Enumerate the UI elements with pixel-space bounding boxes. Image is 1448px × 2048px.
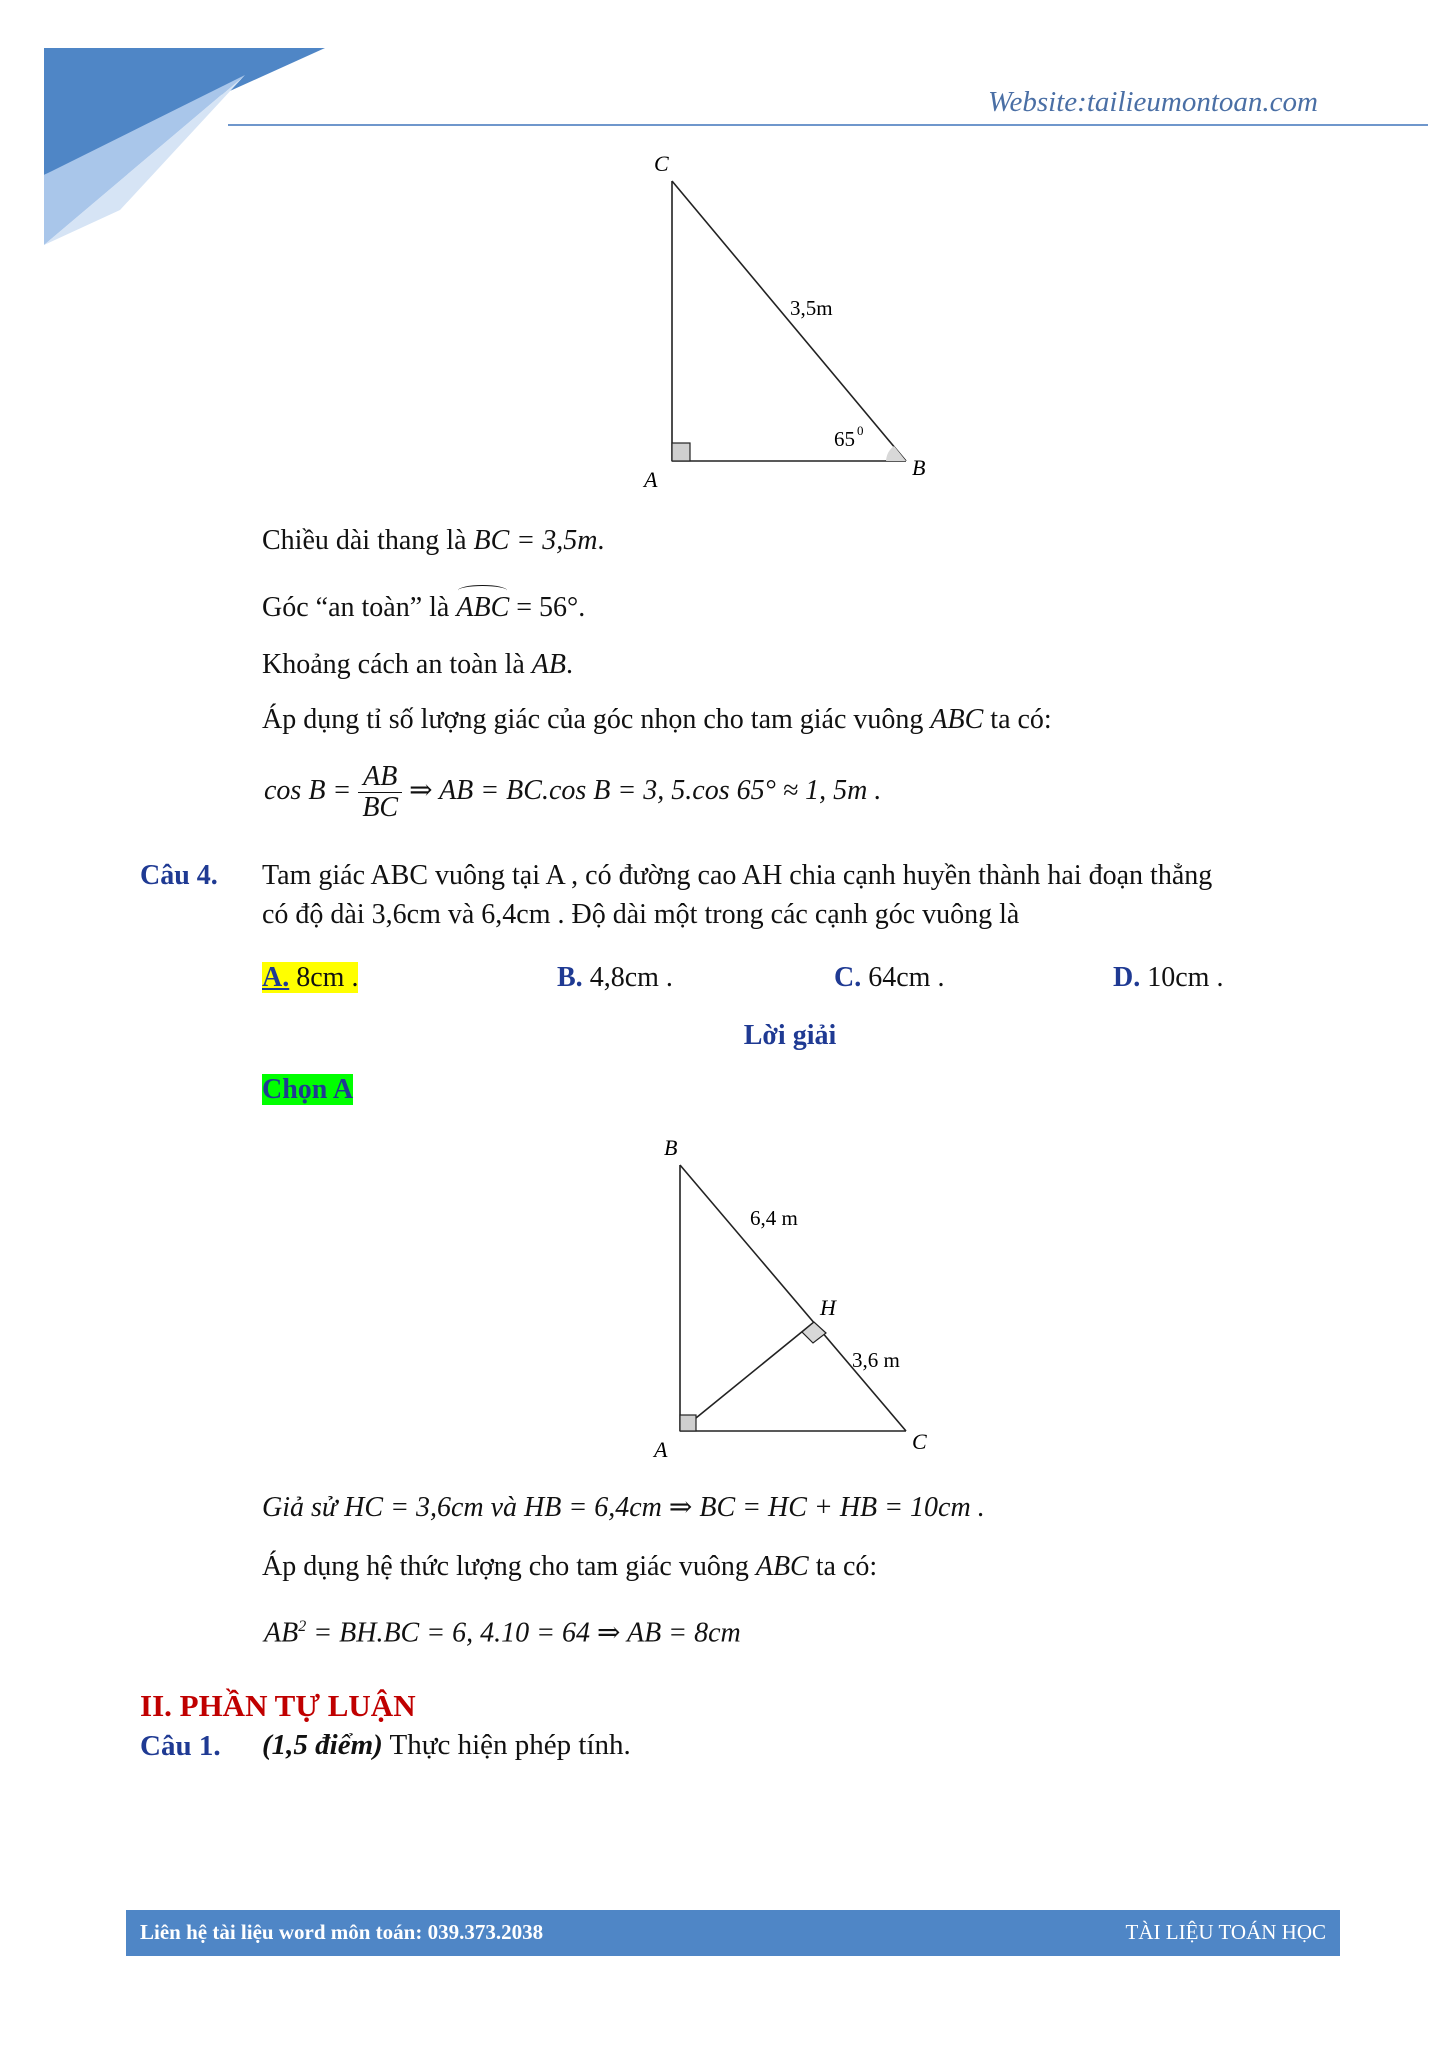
website-url[interactable]: Website:tailieumontoan.com bbox=[988, 86, 1318, 118]
question-4-line-2: có độ dài 3,6cm và 6,4cm . Độ dài một trong các cạnh góc vuông là bbox=[262, 899, 1020, 930]
triangle-figure-2 bbox=[640, 1135, 940, 1465]
safe-angle-line: Góc “an toàn” là ABC = 56°. bbox=[262, 592, 586, 623]
cos-formula: cos B = $\frac{AB}{BC}$ ⇒ AB = BC.cos B = 3, 5.cos 65° ≈ 1, 5m . bbox=[264, 761, 882, 823]
option-a[interactable]: A. 8cm . bbox=[262, 962, 359, 993]
angle-degree: 0 bbox=[857, 423, 864, 438]
question-4-line-1: Tam giác ABC vuông tại A , có đường cao AH chia cạnh huyền thành hai đoạn thẳng bbox=[262, 860, 1213, 891]
footer-bar bbox=[126, 1910, 1340, 1956]
hypotenuse-label: 3,5m bbox=[790, 296, 833, 320]
option-c[interactable]: C. 64cm . bbox=[834, 962, 945, 993]
apply-ratio-line: Áp dụng tỉ số lượng giác của góc nhọn cho tam giác vuông ABC ta có: bbox=[262, 704, 1052, 735]
question-4-label: Câu 4. bbox=[140, 860, 218, 891]
label-b: B bbox=[912, 455, 926, 480]
chosen-answer: Chọn A bbox=[262, 1074, 354, 1105]
question-1-text: (1,5 điểm) Thực hiện phép tính. bbox=[262, 1729, 631, 1761]
safe-distance-line: Khoảng cách an toàn là AB. bbox=[262, 649, 573, 680]
assume-line: Giả sử HC = 3,6cm và HB = 6,4cm ⇒ BC = HC + HB = 10cm . bbox=[262, 1492, 985, 1523]
footer-contact: Liên hệ tài liệu word môn toán: 039.373.2038 bbox=[140, 1920, 544, 1944]
hb-label: 6,4 m bbox=[750, 1206, 798, 1230]
option-b[interactable]: B. 4,8cm . bbox=[557, 962, 673, 993]
solution-title: Lời giải bbox=[743, 1020, 837, 1051]
label-h: H bbox=[820, 1295, 836, 1320]
label-a: A bbox=[644, 467, 658, 492]
label-c: C bbox=[912, 1429, 927, 1454]
label-b: B bbox=[664, 1135, 678, 1160]
ab-formula: $AB^2 = BH.BC = 6$, 4.10 = 64 ⇒ AB = 8cm bbox=[264, 1617, 741, 1649]
hc-label: 3,6 m bbox=[852, 1348, 900, 1372]
header-rule bbox=[228, 124, 1428, 126]
question-1-label: Câu 1. bbox=[140, 1730, 221, 1762]
angle-label: 65 bbox=[834, 427, 855, 451]
ladder-length-line: Chiều dài thang là BC = 3,5m. bbox=[262, 525, 605, 556]
option-d[interactable]: D. 10cm . bbox=[1113, 962, 1224, 993]
triangle-figure-1 bbox=[630, 145, 950, 505]
section-title: II. PHẦN TỰ LUẬN bbox=[140, 1688, 416, 1723]
label-c: C bbox=[654, 151, 669, 176]
label-a: A bbox=[654, 1437, 668, 1462]
footer-brand: TÀI LIỆU TOÁN HỌC bbox=[1125, 1920, 1326, 1944]
apply-relation-line: Áp dụng hệ thức lượng cho tam giác vuông ABC ta có: bbox=[262, 1551, 878, 1582]
